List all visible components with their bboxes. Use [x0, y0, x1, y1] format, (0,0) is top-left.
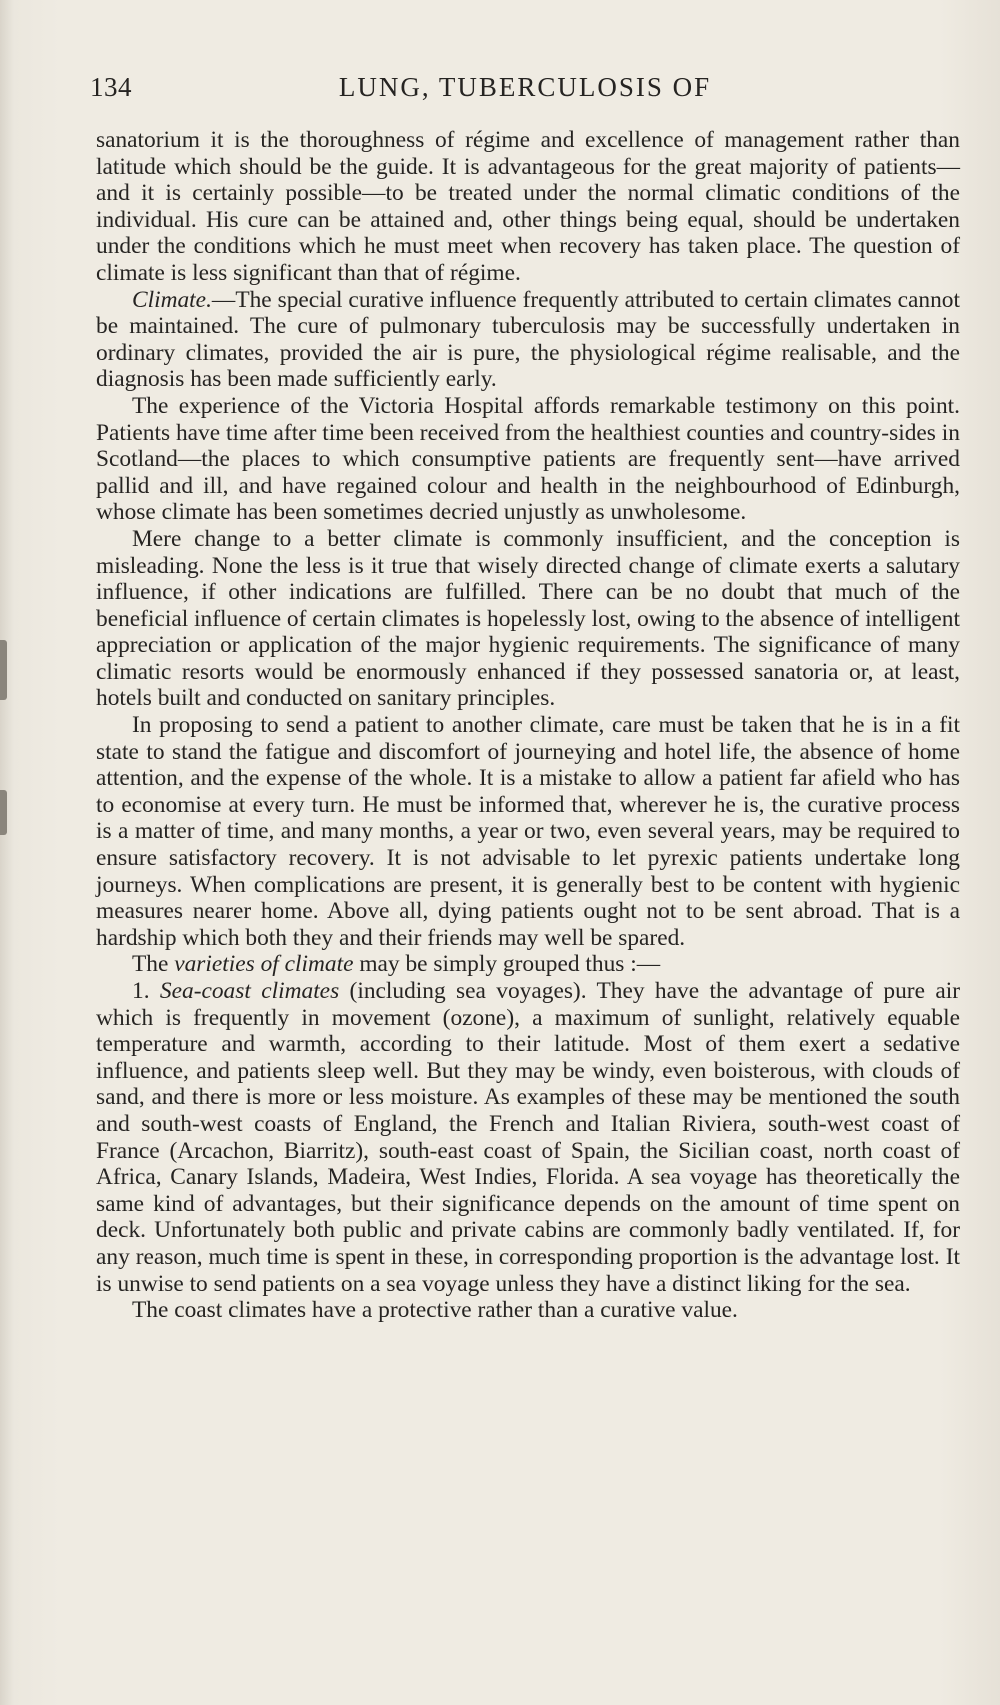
section-heading-climate: Climate.	[132, 286, 212, 313]
page-edge-shadow	[0, 790, 7, 835]
list-number: 1.	[132, 978, 160, 1004]
paragraph: Climate.—The special curative influence frequently attributed to certain climates cannot be maintained. The cure of pulmonary tuberculosis may be successfully undertaken in ordinary climates, provided the air is pure, the physiological régime realisable, and the diagnosis has been made sufficiently early.	[96, 286, 960, 393]
running-title: LUNG, TUBERCULOSIS OF	[338, 72, 712, 102]
paragraph: The coast climates have a protective rather than a curative value.	[132, 1297, 738, 1324]
paragraph: sanatorium it is the thoroughness of régime and excellence of management rather than latitude which should be the guide. It is advantageous for the great majority of patients—and it is certainly possible—to be treated under the normal climatic conditions of the individual. His cure can be attained and, other things being equal, should be undertaken under the conditions which he must meet when recovery has taken place. The question of climate is less significant than that of régime.	[96, 127, 960, 286]
paragraph: Mere change to a better climate is commonly insufficient, and the conception is misleading. None the less is it true that wisely directed change of climate exerts a salutary influence, if other indications are fulfilled. There can be no doubt that much of the beneficial influence of certain climates is hopelessly lost, owing to the absence of intelligent appreciation or application of the major hygienic requirements. The significance of many climatic resorts would be enormously enhanced if they possessed sanatoria or, at least, hotels built and conducted on sanitary principles.	[96, 525, 960, 712]
body-text	[96, 127, 960, 1324]
page-number: 134	[90, 72, 132, 102]
paragraph: The varieties of climate may be simply grouped thus :—	[132, 951, 661, 978]
emphasis: Sea-coast climates	[159, 978, 340, 1004]
emphasis: varieties of climate	[174, 951, 354, 978]
list-item: 1. Sea-coast climates (including sea voyages). They have the advantage of pure air which is frequently in movement (ozone), a maximum of sunlight, relatively equable temperature and warmth, according to their latitude. Most of them exert a sedative influence, and patients sleep well. But they may be windy, even boisterous, with clouds of sand, and there is more or less moisture. As examples of these may be mentioned the south and south-west coasts of England, the French and Italian Riviera, south-west coast of France (Arcachon, Biarritz), south-east coast of Spain, the Sicilian coast, north coast of Africa, Canary Islands, Madeira, West Indies, Florida. A sea voyage has theoretically the same kind of advantages, but their significance depends on the amount of time spent on deck. Unfortunately both public and private cabins are commonly badly ventilated. If, for any reason, much time is spent in these, in corresponding proportion is the advantage lost. It is unwise to send patients on a sea voyage unless they have a distinct liking for the sea.	[96, 978, 961, 1297]
paragraph: The experience of the Victoria Hospital affords remarkable testimony on this point. Patients have time after time been received from the healthiest counties and country-sides in Scotland—the places to which consumptive patients are frequently sent—have arrived pallid and ill, and have regained colour and health in the neighbourhood of Edinburgh, whose climate has been sometimes decried unjustly as unwholesome.	[96, 392, 960, 526]
page-edge-shadow	[0, 640, 7, 700]
paragraph: In proposing to send a patient to another climate, care must be taken that he is in a fit state to stand the fatigue and discomfort of journeying and hotel life, the absence of home attention, and the expense of the whole. It is a mistake to allow a patient far afield who has to economise at every turn. He must be informed that, wherever he is, the curative process is a matter of time, and many months, a year or two, even several years, may be required to ensure satisfactory recovery. It is not advisable to let pyrexic patients undertake long journeys. When complications are present, it is generally best to be content with hygienic measures nearer home. Above all, dying patients ought not to be sent abroad. That is a hardship which both they and their friends may well be spared.	[96, 712, 960, 951]
running-head	[90, 72, 960, 116]
